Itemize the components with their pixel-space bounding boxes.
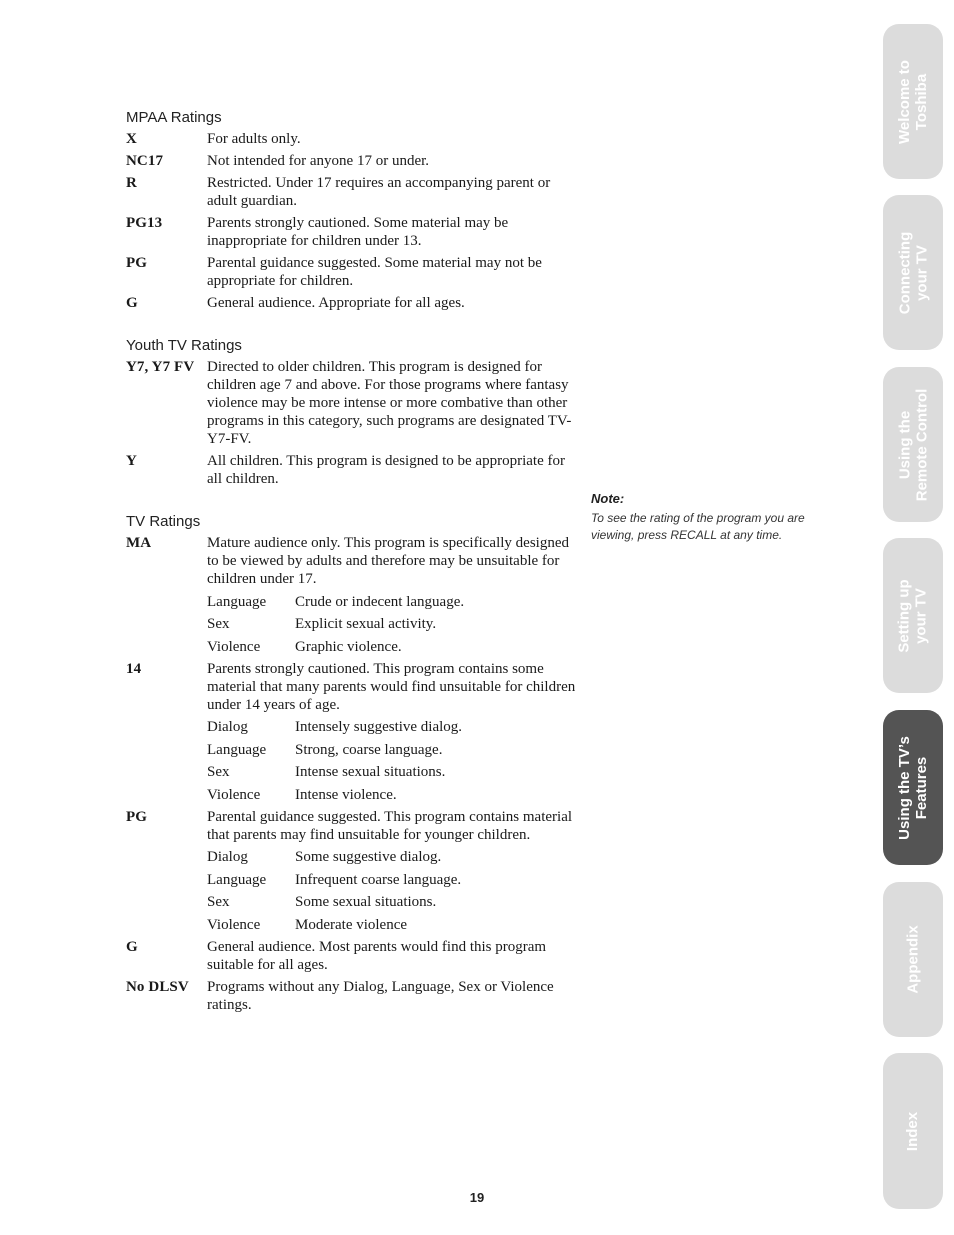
content-descriptor-row [207, 593, 576, 611]
rating-description: Parents strongly cautioned. This program contains some material that many parents would find unsuitable for children under 14 years of age. [207, 660, 576, 713]
side-tab-label-line: Connecting [896, 231, 913, 314]
section-heading: MPAA Ratings [126, 109, 222, 126]
rating-code: Y [126, 453, 137, 469]
descriptor-text: Strong, coarse language. [295, 741, 443, 758]
rating-row [126, 938, 576, 974]
rating-description: General audience. Appropriate for all ages. [207, 295, 465, 311]
rating-row [126, 660, 576, 804]
rating-code: 14 [126, 660, 142, 677]
rating-code: No DLSV [126, 978, 189, 995]
side-tab[interactable] [883, 1053, 943, 1209]
descriptor-text: Moderate violence [295, 916, 408, 933]
side-tab-label-line: Remote Control [913, 388, 930, 501]
content-descriptor-row [207, 615, 576, 633]
side-tab-label [905, 1111, 922, 1150]
note-text: To see the rating of the program you are viewing, press RECALL at any time. [591, 511, 805, 542]
side-tab[interactable] [883, 24, 943, 179]
side-tab-label-line: Setting up [896, 578, 914, 653]
rating-description: For adults only. [207, 131, 301, 147]
rating-row [126, 174, 576, 210]
descriptor-text: Intensely suggestive dialog. [295, 719, 463, 735]
side-tab-label [896, 388, 930, 501]
rating-code: G [126, 938, 138, 955]
content-descriptor-row [207, 916, 576, 934]
rating-description: Parental guidance suggested. Some material may not be appropriate for children. [207, 255, 542, 289]
descriptor-label: Dialog [207, 719, 248, 735]
rating-code: R [126, 175, 137, 191]
descriptor-label: Sex [207, 616, 230, 632]
side-tab[interactable] [883, 710, 943, 865]
rating-row [126, 808, 576, 934]
rating-code: PG [126, 255, 148, 271]
content-descriptor-row [207, 741, 576, 759]
descriptor-label: Sex [207, 894, 230, 910]
descriptor-label: Sex [207, 764, 230, 780]
descriptor-label: Language [207, 741, 267, 758]
side-tab-label [896, 579, 930, 652]
section-heading: TV Ratings [126, 513, 201, 530]
note-title: Note: [591, 491, 625, 506]
descriptor-label: Language [207, 871, 267, 888]
rating-description: Restricted. Under 17 requires an accompanying parent or adult guardian. [207, 175, 551, 209]
content-descriptor-row [207, 786, 576, 804]
content-descriptor-row [207, 848, 576, 866]
descriptor-label: Violence [207, 916, 261, 933]
rating-row [126, 978, 576, 1014]
rating-code: X [126, 131, 137, 147]
side-tab[interactable] [883, 367, 943, 522]
ratings-content [126, 108, 576, 1018]
side-tab-label [896, 231, 930, 314]
descriptor-text: Intense violence. [295, 786, 397, 803]
rating-code: MA [126, 535, 152, 551]
rating-description: Mature audience only. This program is specifically designed to be viewed by adults and therefore may be unsuitable for children under 17. [207, 535, 569, 587]
side-tab-label-line: Toshiba [913, 73, 930, 130]
side-tab-label-line: Appendix [904, 925, 922, 994]
rating-row [126, 452, 576, 488]
side-tab-label [905, 925, 922, 993]
rating-description: Parental guidance suggested. This program contains material that parents may find unsuitable for younger children. [207, 808, 573, 843]
side-tab-label-line: your TV [913, 244, 930, 301]
side-tab-label-line: your TV [913, 587, 931, 644]
side-tab-label-line: Features [913, 756, 930, 819]
content-descriptor-row [207, 763, 576, 781]
rating-row [126, 294, 576, 312]
descriptor-text: Infrequent coarse language. [295, 871, 462, 888]
rating-description: Not intended for anyone 17 or under. [207, 153, 430, 169]
descriptor-text: Some sexual situations. [295, 894, 437, 910]
rating-description: Programs without any Dialog, Language, Sex or Violence ratings. [207, 978, 554, 1013]
rating-description: General audience. Most parents would find this program suitable for all ages. [207, 938, 547, 973]
side-tab-label [896, 736, 930, 840]
descriptor-label: Dialog [207, 849, 248, 865]
rating-row [126, 254, 576, 290]
rating-code: G [126, 295, 138, 311]
rating-row [126, 214, 576, 250]
descriptor-text: Some suggestive dialog. [295, 849, 442, 865]
descriptor-label: Language [207, 593, 267, 610]
rating-row [126, 358, 576, 448]
descriptor-text: Explicit sexual activity. [295, 616, 437, 632]
content-descriptor-row [207, 638, 576, 656]
rating-row [126, 130, 576, 148]
descriptor-text: Crude or indecent language. [295, 593, 465, 610]
rating-row [126, 152, 576, 170]
side-tab[interactable] [883, 538, 943, 693]
side-tab-label-line: Using the [896, 410, 913, 479]
descriptor-label: Violence [207, 786, 261, 803]
descriptor-text: Graphic violence. [295, 638, 402, 655]
descriptor-label: Violence [207, 638, 261, 655]
side-tab-label [896, 60, 930, 144]
rating-code: PG [126, 808, 148, 825]
rating-description: Directed to older children. This program is designed for children age 7 and above. For those programs where fantasy violence may be more intense or more combative than other programs in this category, such programs are designated TV-Y7-FV. [207, 359, 572, 447]
side-tab-label-line: Using the TV’s [896, 735, 913, 840]
side-tab-label-line: Welcome to [896, 59, 913, 144]
side-tab[interactable] [883, 195, 943, 350]
rating-description: Parents strongly cautioned. Some material may be inappropriate for children under 13. [207, 215, 509, 249]
rating-code: Y7, Y7 FV [126, 359, 195, 375]
descriptor-text: Intense sexual situations. [295, 764, 446, 780]
rating-row [126, 534, 576, 656]
note-box [591, 491, 811, 544]
content-descriptor-row [207, 893, 576, 911]
rating-code: NC17 [126, 153, 164, 169]
side-tab[interactable] [883, 882, 943, 1037]
content-descriptor-row [207, 871, 576, 889]
section-heading: Youth TV Ratings [126, 337, 242, 354]
page-number: 19 [469, 1190, 485, 1205]
rating-code: PG13 [126, 215, 163, 231]
side-tab-label-line: Index [904, 1111, 922, 1151]
content-descriptor-row [207, 718, 576, 736]
rating-description: All children. This program is designed to be appropriate for all children. [207, 453, 565, 487]
